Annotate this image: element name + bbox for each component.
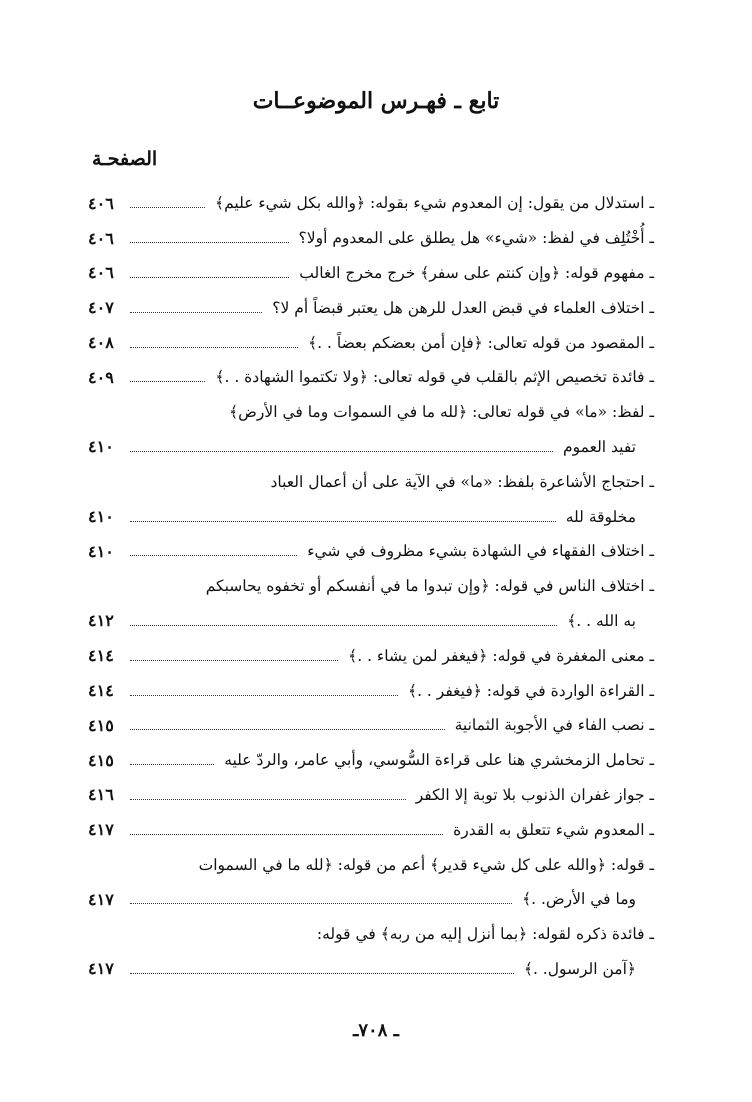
toc-entry-text: ـ اختلاف الناس في قوله: ﴿وإن تبدوا ما في أنفسكم أو تخفوه يحاسبكم — [205, 577, 654, 596]
toc-entry — [88, 743, 654, 778]
toc-entry-page: ٤١٥ — [88, 750, 114, 770]
page-title: تابع ـ فهـرس الموضوعــات — [252, 88, 500, 114]
toc-entry-text: ـ المعدوم شيء تتعلق به القدرة — [453, 820, 654, 839]
toc-entry — [88, 395, 654, 430]
toc-entry — [88, 882, 654, 917]
toc-entry-text: تفيد العموم — [563, 437, 636, 456]
toc-entry-text: ـ أُخْتُلِف في لفظ: «شيء» هل يطلق على المعدوم أولا؟ — [298, 229, 654, 248]
toc-entry — [88, 360, 654, 395]
toc-entry-page: ٤١٠ — [88, 437, 114, 457]
toc-entry-text: ـ قوله: ﴿والله على كل شيء قدير﴾ أعم من قوله: ﴿لله ما في السموات — [198, 855, 654, 874]
toc-entry-page: ٤٠٦ — [88, 263, 114, 283]
toc-entry-text: وما في الأرض. .﴾ — [522, 890, 636, 909]
toc-entry — [88, 917, 654, 952]
toc-entry — [88, 847, 654, 882]
toc-entry — [88, 256, 654, 291]
toc-entry-text: ـ نصب الفاء في الأجوبة الثمانية — [454, 716, 654, 735]
dot-leader — [130, 554, 297, 556]
dot-leader — [130, 728, 445, 730]
toc-entry — [88, 499, 654, 534]
dot-leader — [130, 346, 298, 348]
toc-entry-page: ٤١٧ — [88, 889, 114, 909]
dot-leader — [130, 763, 214, 765]
toc-entry-page: ٤١٧ — [88, 959, 114, 979]
toc-entry — [88, 673, 654, 708]
dot-leader — [130, 450, 553, 452]
toc-entry-text: ـ معنى المغفرة في قوله: ﴿فيغفر لمن يشاء . .﴾ — [348, 646, 654, 665]
dot-leader — [130, 311, 262, 313]
dot-leader — [130, 380, 205, 382]
dot-leader — [130, 833, 443, 835]
toc-entry-page: ٤١٤ — [88, 681, 114, 701]
toc-entry-page: ٤٠٩ — [88, 367, 114, 387]
page-column-header: الصفحـة — [92, 148, 158, 170]
toc-entry-page: ٤١٠ — [88, 507, 114, 527]
toc-entry-page: ٤٠٦ — [88, 228, 114, 248]
toc-entry-text: ـ مفهوم قوله: ﴿وإن كنتم على سفر﴾ خرج مخرج الغالب — [299, 263, 654, 282]
toc-entry-text: ـ اختلاف الفقهاء في الشهادة بشيء مظروف في شيء — [307, 542, 654, 561]
toc-entry — [88, 638, 654, 673]
toc-entry — [88, 569, 654, 604]
toc-entry-text: مخلوقة لله — [565, 507, 636, 526]
toc-entry-text: ـ فائدة تخصيص الإثم بالقلب في قوله تعالى: ﴿ولا تكتموا الشهادة . .﴾ — [215, 368, 654, 387]
toc-entry — [88, 221, 654, 256]
toc-entry-text: ـ المقصود من قوله تعالى: ﴿فإن أمن بعضكم بعضاً . .﴾ — [308, 333, 654, 352]
toc-entry — [88, 604, 654, 639]
toc-entry — [88, 778, 654, 813]
toc-entry — [88, 812, 654, 847]
toc-entry-page: ٤١٦ — [88, 785, 114, 805]
toc-entry-text: ـ تحامل الزمخشري هنا على قراءة السُّوسي، وأبي عامر، والردّ عليه — [224, 751, 654, 770]
toc-entry — [88, 290, 654, 325]
toc-entry-text: به الله . .﴾ — [567, 611, 636, 630]
toc-entry-page: ٤١٠ — [88, 541, 114, 561]
toc-entry-text: ـ احتجاج الأشاعرة بلفظ: «ما» في الآية على أن أعمال العباد — [270, 472, 654, 491]
toc-entry — [88, 430, 654, 465]
toc-entry-text: ـ استدلال من يقول: إن المعدوم شيء بقوله: ﴿والله بكل شيء عليم﴾ — [215, 194, 654, 213]
dot-leader — [130, 902, 512, 904]
toc-entry-page: ٤١٢ — [88, 611, 114, 631]
toc-entry-page: ٤١٤ — [88, 646, 114, 666]
toc-entry — [88, 464, 654, 499]
toc-entry-page: ٤٠٨ — [88, 333, 114, 353]
toc-entry-text: ـ القراءة الواردة في قوله: ﴿فيغفر . .﴾ — [408, 681, 654, 700]
dot-leader — [130, 206, 205, 208]
dot-leader — [130, 972, 514, 974]
dot-leader — [130, 624, 557, 626]
dot-leader — [130, 798, 406, 800]
toc-entry-page: ٤٠٦ — [88, 193, 114, 213]
page-number: ـ ٧٠٨ـ — [353, 1020, 399, 1041]
toc-entry-text: ﴿آمن الرسول. .﴾ — [523, 959, 636, 978]
toc-entry-page: ٤١٥ — [88, 715, 114, 735]
toc-entry-text: ـ اختلاف العلماء في قبض العدل للرهن هل يعتبر قبضاً أم لا؟ — [272, 298, 654, 317]
toc-entry — [88, 534, 654, 569]
dot-leader — [130, 694, 398, 696]
toc-entry — [88, 708, 654, 743]
toc-entry-text: ـ فائدة ذكره لقوله: ﴿بما أنزل إليه من ربه﴾ في قوله: — [316, 925, 654, 944]
dot-leader — [130, 659, 338, 661]
toc-entry-text: ـ جواز غفران الذنوب بلا توبة إلا الكفر — [415, 785, 654, 804]
toc-entry — [88, 186, 654, 221]
toc-entry — [88, 952, 654, 987]
toc-entry-page: ٤١٧ — [88, 820, 114, 840]
toc-entries — [88, 186, 654, 986]
dot-leader — [130, 241, 289, 243]
dot-leader — [130, 276, 289, 278]
dot-leader — [130, 520, 556, 522]
toc-entry-page: ٤٠٧ — [88, 298, 114, 318]
toc-entry — [88, 325, 654, 360]
toc-entry-text: ـ لفظ: «ما» في قوله تعالى: ﴿لله ما في السموات وما في الأرض﴾ — [229, 403, 654, 422]
